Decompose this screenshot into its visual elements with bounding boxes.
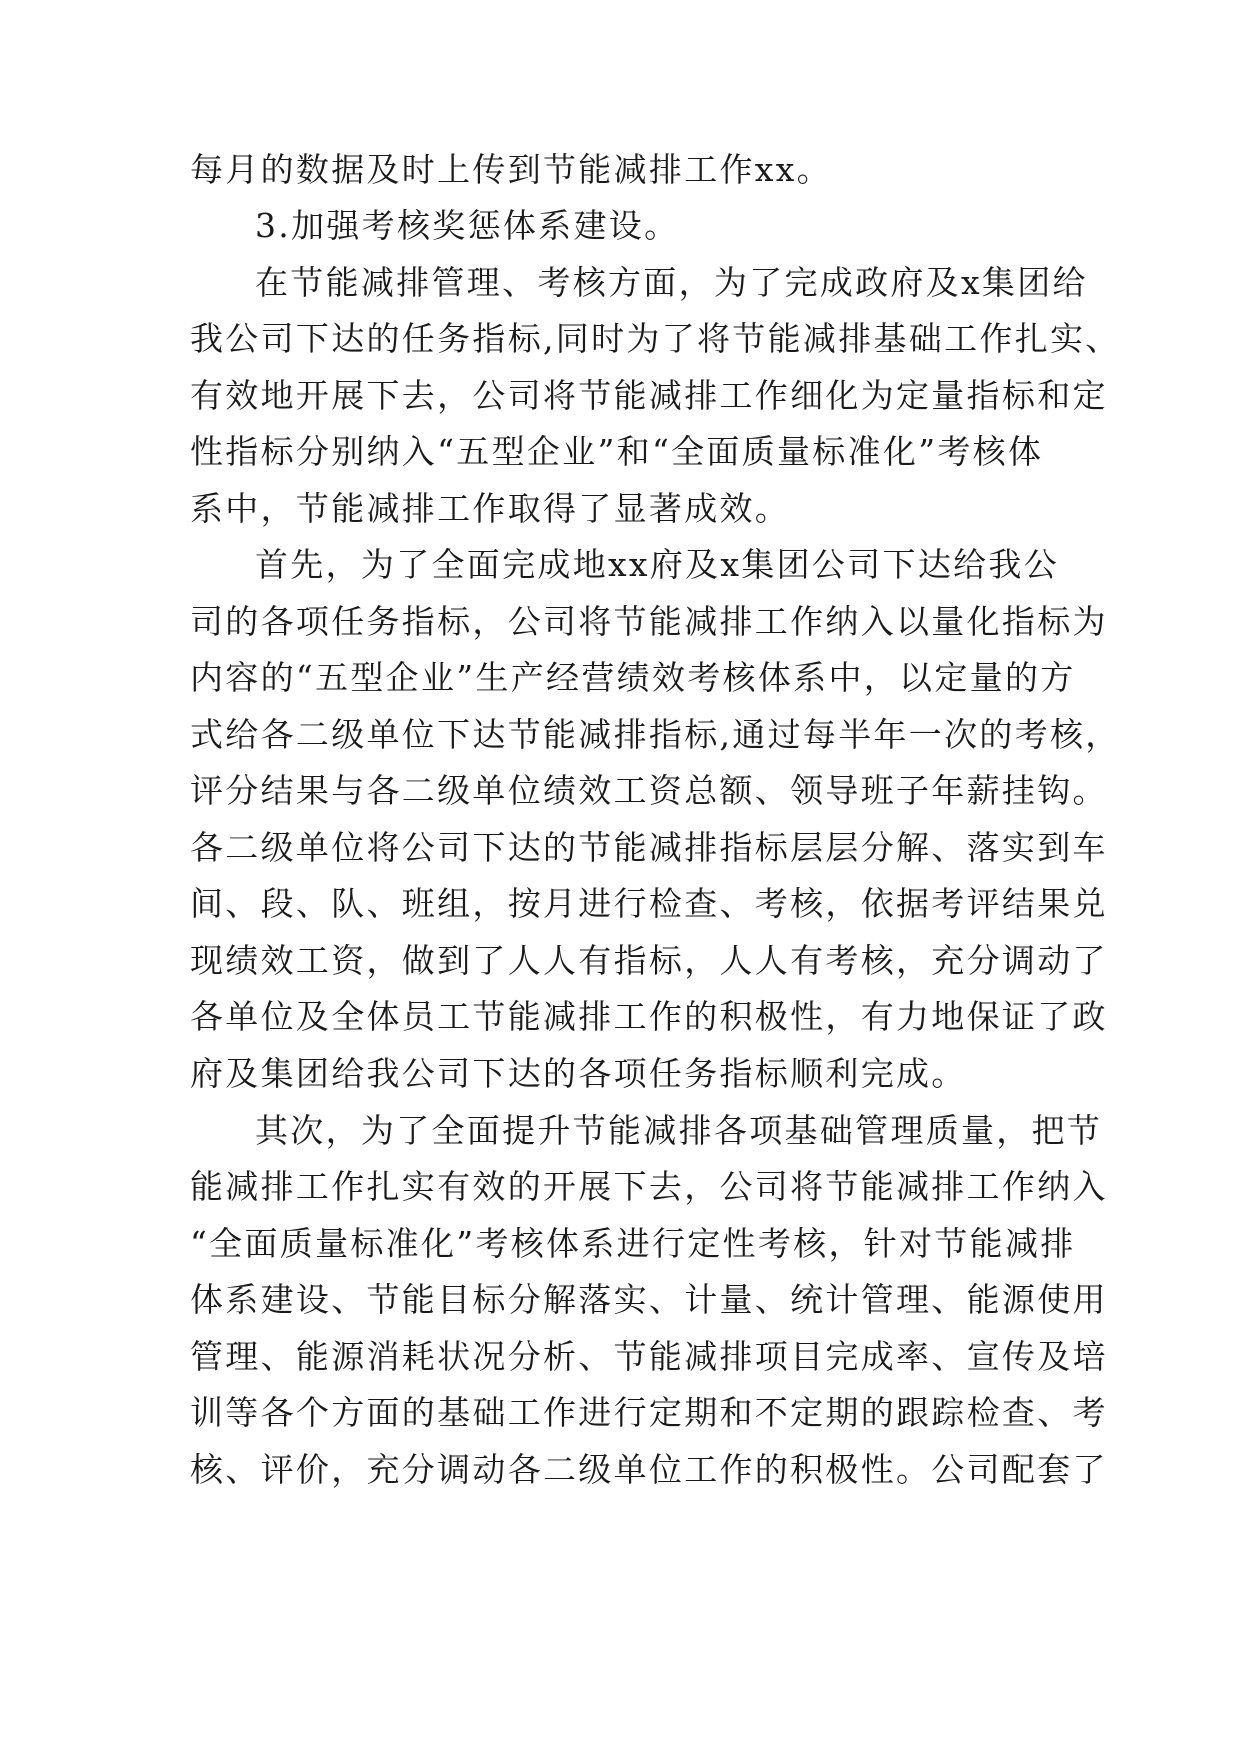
text-line: 性指标分别纳入“五型企业”和“全面质量标准化”考核体: [190, 432, 1044, 471]
text-line: 各单位及全体员工节能减排工作的积极性，有力地保证了政: [190, 997, 1108, 1036]
text-line: 间、段、队、班组，按月进行检查、考核，依据考评结果兑: [190, 884, 1108, 923]
text-line: 司的各项任务指标，公司将节能减排工作纳入以量化指标为: [190, 602, 1108, 641]
text-line: 各二级单位将公司下达的节能减排指标层层分解、落实到车: [190, 828, 1108, 867]
text-line: 内容的“五型企业”生产经营绩效考核体系中，以定量的方: [190, 658, 1076, 697]
text-line: 府及集团给我公司下达的各项任务指标顺利完成。: [190, 1054, 967, 1093]
text-line: 核、评价，充分调动各二级单位工作的积极性。公司配套了: [190, 1450, 1108, 1489]
text-line: “全面质量标准化”考核体系进行定性考核，针对节能减排: [190, 1224, 1076, 1263]
text-line: 系中，节能减排工作取得了显著成效。: [190, 489, 791, 528]
text-line: 体系建设、节能目标分解落实、计量、统计管理、能源使用: [190, 1280, 1108, 1319]
text-line: 每月的数据及时上传到节能减排工作xx。: [190, 150, 832, 189]
text-line: 能减排工作扎实有效的开展下去，公司将节能减排工作纳入: [190, 1167, 1108, 1206]
text-line: 其次，为了全面提升节能减排各项基础管理质量，把节: [255, 1111, 1103, 1150]
text-line: 我公司下达的任务指标,同时为了将节能减排基础工作扎实、: [190, 319, 1121, 358]
text-line: 训等各个方面的基础工作进行定期和不定期的跟踪检查、考: [190, 1393, 1108, 1432]
text-line: 有效地开展下去，公司将节能减排工作细化为定量指标和定: [190, 376, 1108, 415]
text-line: 式给各二级单位下达节能减排指标,通过每半年一次的考核，: [190, 715, 1121, 754]
text-line: 在节能减排管理、考核方面，为了完成政府及x集团给: [255, 263, 1088, 302]
section-heading: 3.加强考核奖惩体系建设。: [255, 206, 680, 245]
text-line: 管理、能源消耗状况分析、节能减排项目完成率、宣传及培: [190, 1337, 1108, 1376]
text-line: 现绩效工资，做到了人人有指标，人人有考核，充分调动了: [190, 941, 1108, 980]
text-line: 评分结果与各二级单位绩效工资总额、领导班子年薪挂钩。: [190, 771, 1108, 810]
text-line: 首先，为了全面完成地xx府及x集团公司下达给我公: [255, 545, 1060, 584]
